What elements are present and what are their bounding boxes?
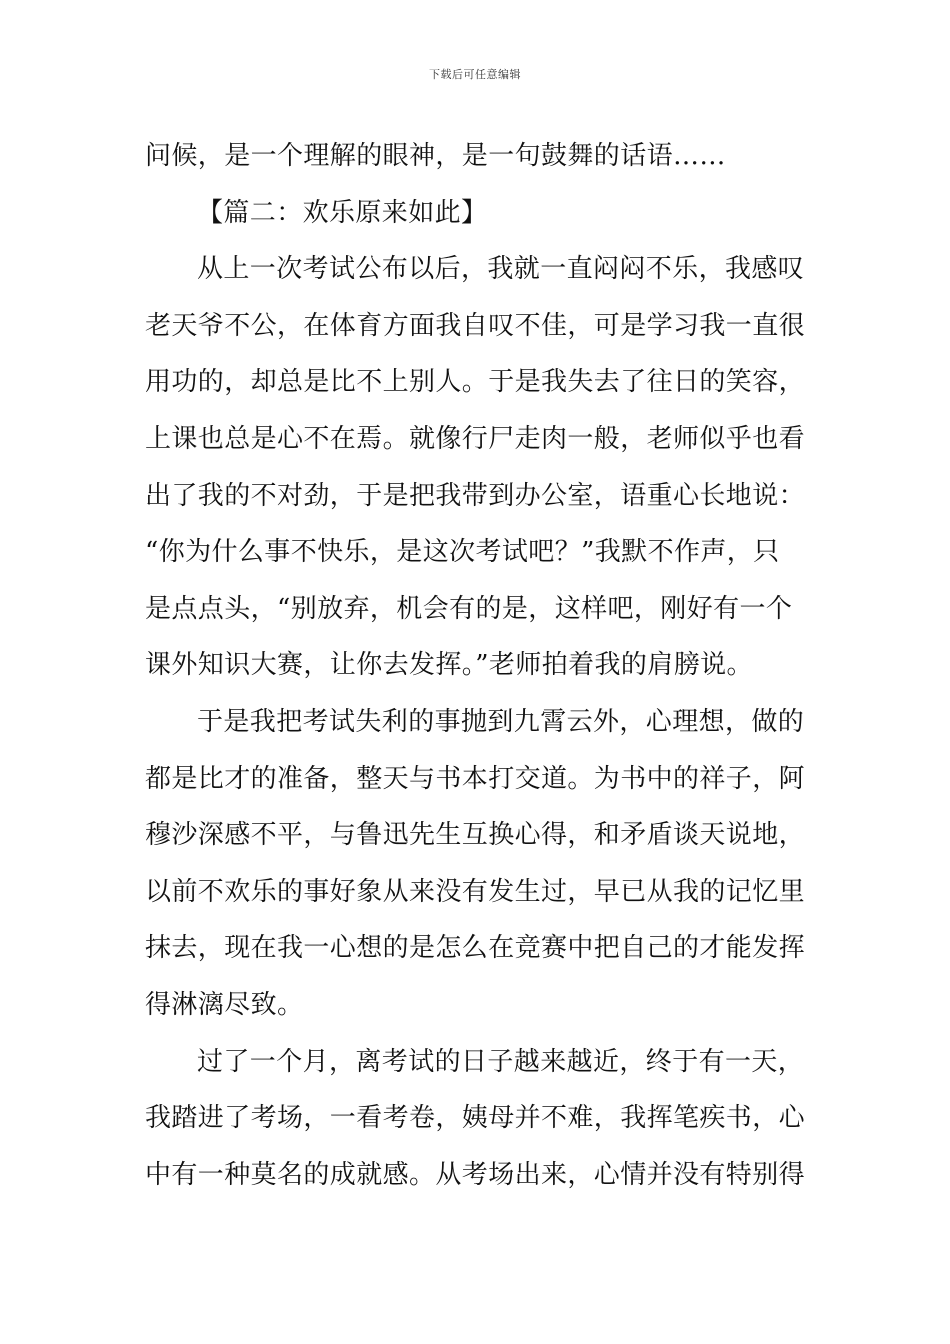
text-line: 老天爷不公，在体育方面我自叹不佳，可是学习我一直很 <box>145 310 806 341</box>
text-line: “你为什么事不快乐，是这次考试吧？”我默不作声，只 <box>145 537 780 568</box>
text-line: 用功的，却总是比不上别人。于是我失去了往日的笑容， <box>145 367 806 398</box>
text-line: 穆沙深感不平，与鲁迅先生互换心得，和矛盾谈天说地， <box>145 820 806 851</box>
text-line: 我踏进了考场，一看考卷，姨母并不难，我挥笔疾书，心 <box>145 1103 806 1134</box>
text-line: 中有一种莫名的成就感。从考场出来，心情并没有特别得 <box>145 1159 806 1190</box>
text-line: 于是我把考试失利的事抛到九霄云外，心理想，做的 <box>197 706 805 737</box>
document-body <box>145 128 807 1203</box>
section-heading: 【篇二：欢乐原来如此】 <box>197 197 488 228</box>
header-note: 下载后可任意编辑 <box>429 68 521 81</box>
text-line: 问候，是一个理解的眼神，是一句鼓舞的话语…… <box>145 141 726 171</box>
text-line: 以前不欢乐的事好象从来没有发生过，早已从我的记忆里 <box>145 876 806 907</box>
text-line: 都是比才的准备，整天与书本打交道。为书中的祥子，阿 <box>145 763 806 794</box>
text-line: 得淋漓尽致。 <box>145 989 304 1020</box>
text-line: 出了我的不对劲，于是把我带到办公室，语重心长地说： <box>145 480 806 511</box>
text-line: 上课也总是心不在焉。就像行尸走肉一般，老师似乎也看 <box>145 423 806 454</box>
text-line: 抹去，现在我一心想的是怎么在竞赛中把自己的才能发挥 <box>145 933 806 964</box>
text-line: 是点点头，“别放弃，机会有的是，这样吧，刚好有一个 <box>145 593 793 624</box>
text-line: 过了一个月，离考试的日子越来越近，终于有一天， <box>197 1046 805 1077</box>
text-line: 从上一次考试公布以后，我就一直闷闷不乐，我感叹 <box>197 254 805 285</box>
text-line: 课外知识大赛，让你去发挥。”老师拍着我的肩膀说。 <box>145 650 753 681</box>
